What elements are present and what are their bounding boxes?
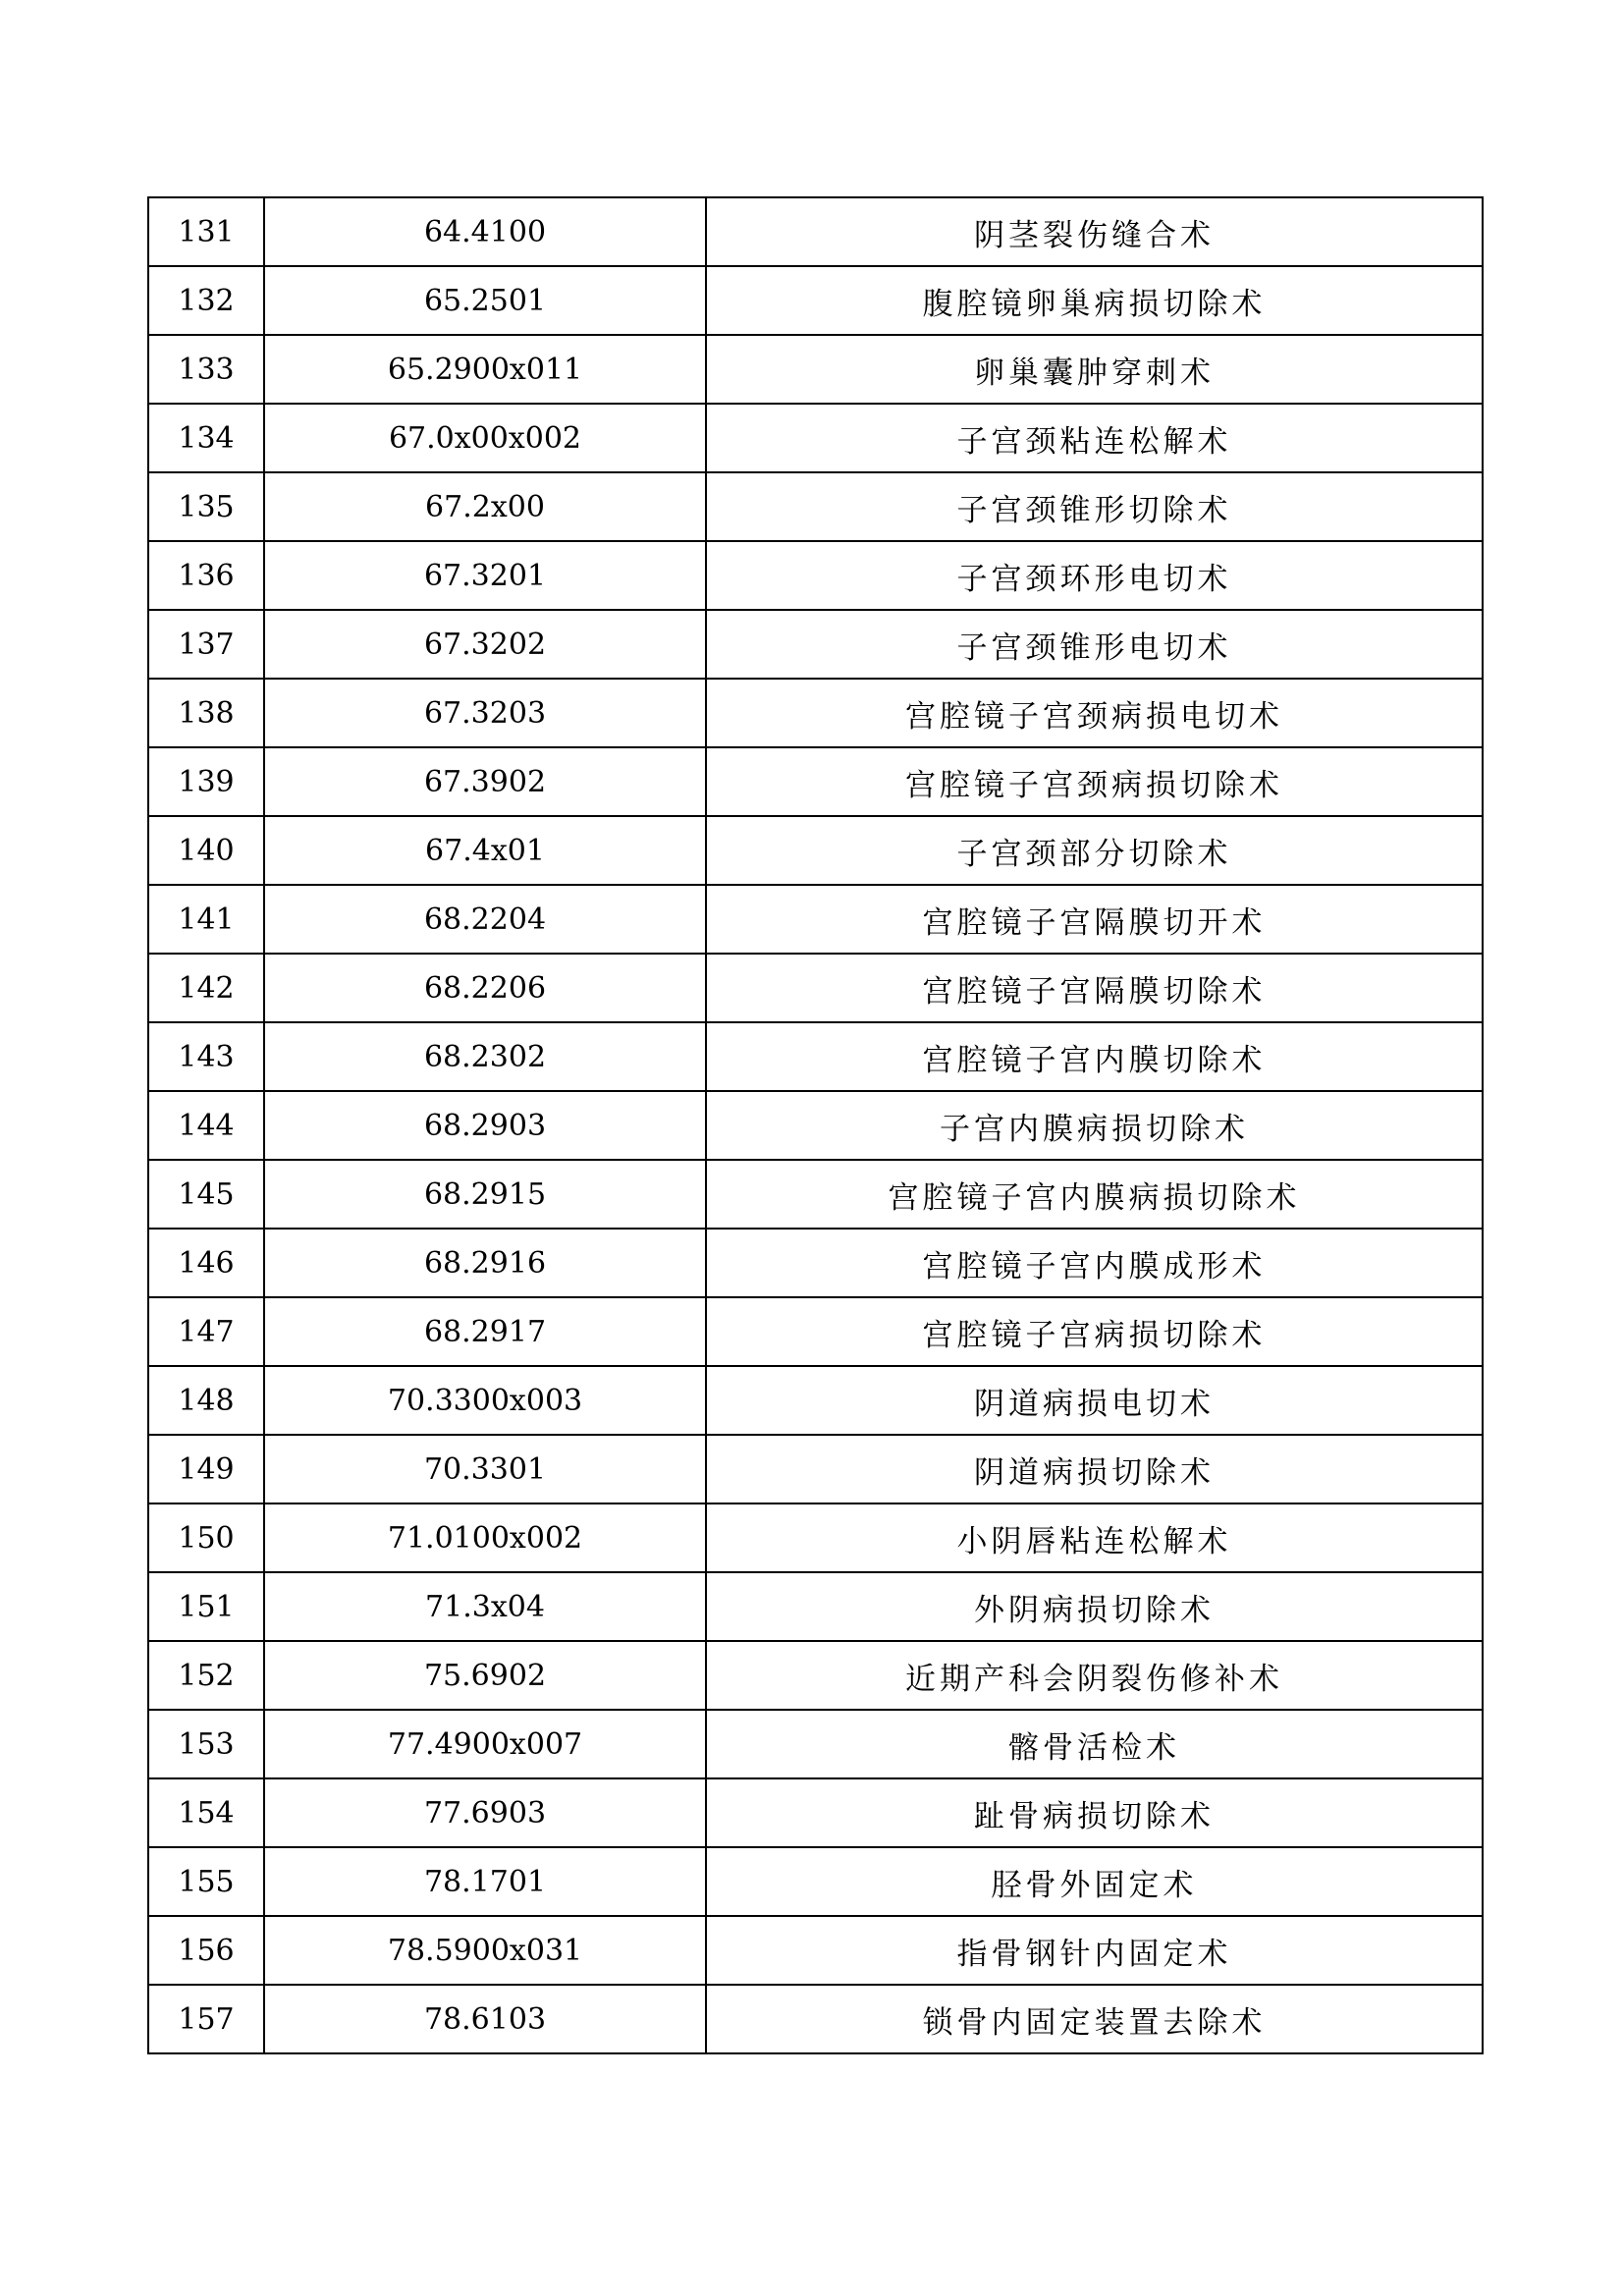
procedure-name-cell: 锁骨内固定装置去除术 — [706, 1985, 1483, 2053]
procedure-name-cell: 腹腔镜卵巢病损切除术 — [706, 266, 1483, 335]
row-number-cell: 153 — [148, 1710, 264, 1778]
procedure-code-cell: 68.2302 — [264, 1022, 706, 1091]
row-number-cell: 134 — [148, 404, 264, 472]
procedure-name-cell: 子宫颈部分切除术 — [706, 816, 1483, 885]
procedure-code-cell: 67.4x01 — [264, 816, 706, 885]
table-row — [148, 1916, 1483, 1985]
procedure-name-cell: 子宫内膜病损切除术 — [706, 1091, 1483, 1160]
procedure-name-cell: 胫骨外固定术 — [706, 1847, 1483, 1916]
procedure-name-cell: 宫腔镜子宫隔膜切开术 — [706, 885, 1483, 954]
procedure-name-cell: 髂骨活检术 — [706, 1710, 1483, 1778]
table-row — [148, 885, 1483, 954]
table-row — [148, 404, 1483, 472]
table-row — [148, 1229, 1483, 1297]
table-row — [148, 679, 1483, 747]
row-number-cell: 147 — [148, 1297, 264, 1366]
procedure-code-cell: 67.3203 — [264, 679, 706, 747]
row-number-cell: 155 — [148, 1847, 264, 1916]
table-row — [148, 335, 1483, 404]
procedure-name-cell: 宫腔镜子宫隔膜切除术 — [706, 954, 1483, 1022]
table-row — [148, 1022, 1483, 1091]
row-number-cell: 133 — [148, 335, 264, 404]
table-body — [148, 197, 1483, 2053]
procedure-name-cell: 宫腔镜子宫病损切除术 — [706, 1297, 1483, 1366]
table-row — [148, 197, 1483, 266]
procedure-name-cell: 外阴病损切除术 — [706, 1572, 1483, 1641]
procedure-name-cell: 子宫颈锥形电切术 — [706, 610, 1483, 679]
table-row — [148, 1160, 1483, 1229]
row-number-cell: 137 — [148, 610, 264, 679]
procedure-name-cell: 卵巢囊肿穿刺术 — [706, 335, 1483, 404]
table-row — [148, 1503, 1483, 1572]
procedure-code-cell: 68.2204 — [264, 885, 706, 954]
procedure-name-cell: 子宫颈环形电切术 — [706, 541, 1483, 610]
row-number-cell: 156 — [148, 1916, 264, 1985]
table-row — [148, 610, 1483, 679]
table-row — [148, 1572, 1483, 1641]
table-row — [148, 1091, 1483, 1160]
row-number-cell: 140 — [148, 816, 264, 885]
procedure-code-cell: 68.2916 — [264, 1229, 706, 1297]
procedure-code-cell: 71.3x04 — [264, 1572, 706, 1641]
row-number-cell: 151 — [148, 1572, 264, 1641]
table-row — [148, 1778, 1483, 1847]
procedure-code-table — [147, 196, 1484, 2054]
row-number-cell: 136 — [148, 541, 264, 610]
row-number-cell: 131 — [148, 197, 264, 266]
table-row — [148, 747, 1483, 816]
procedure-name-cell: 趾骨病损切除术 — [706, 1778, 1483, 1847]
procedure-code-cell: 68.2206 — [264, 954, 706, 1022]
row-number-cell: 150 — [148, 1503, 264, 1572]
procedure-code-cell: 68.2903 — [264, 1091, 706, 1160]
procedure-code-cell: 67.3201 — [264, 541, 706, 610]
table-row — [148, 1710, 1483, 1778]
row-number-cell: 148 — [148, 1366, 264, 1435]
row-number-cell: 143 — [148, 1022, 264, 1091]
procedure-name-cell: 宫腔镜子宫颈病损电切术 — [706, 679, 1483, 747]
procedure-name-cell: 阴道病损电切术 — [706, 1366, 1483, 1435]
row-number-cell: 146 — [148, 1229, 264, 1297]
procedure-name-cell: 指骨钢针内固定术 — [706, 1916, 1483, 1985]
procedure-name-cell: 近期产科会阴裂伤修补术 — [706, 1641, 1483, 1710]
procedure-code-cell: 78.1701 — [264, 1847, 706, 1916]
procedure-code-cell: 77.6903 — [264, 1778, 706, 1847]
procedure-code-cell: 77.4900x007 — [264, 1710, 706, 1778]
procedure-code-cell: 65.2501 — [264, 266, 706, 335]
procedure-code-cell: 64.4100 — [264, 197, 706, 266]
row-number-cell: 141 — [148, 885, 264, 954]
procedure-code-cell: 65.2900x011 — [264, 335, 706, 404]
table-row — [148, 1435, 1483, 1503]
table-row — [148, 541, 1483, 610]
procedure-name-cell: 宫腔镜子宫颈病损切除术 — [706, 747, 1483, 816]
row-number-cell: 145 — [148, 1160, 264, 1229]
row-number-cell: 132 — [148, 266, 264, 335]
procedure-code-cell: 78.6103 — [264, 1985, 706, 2053]
procedure-code-cell: 68.2917 — [264, 1297, 706, 1366]
procedure-name-cell: 宫腔镜子宫内膜病损切除术 — [706, 1160, 1483, 1229]
procedure-name-cell: 子宫颈粘连松解术 — [706, 404, 1483, 472]
table-row — [148, 816, 1483, 885]
table-row — [148, 266, 1483, 335]
table-row — [148, 954, 1483, 1022]
row-number-cell: 138 — [148, 679, 264, 747]
row-number-cell: 154 — [148, 1778, 264, 1847]
procedure-code-cell: 75.6902 — [264, 1641, 706, 1710]
row-number-cell: 144 — [148, 1091, 264, 1160]
procedure-name-cell: 小阴唇粘连松解术 — [706, 1503, 1483, 1572]
row-number-cell: 139 — [148, 747, 264, 816]
procedure-code-cell: 70.3301 — [264, 1435, 706, 1503]
table-row — [148, 1366, 1483, 1435]
row-number-cell: 149 — [148, 1435, 264, 1503]
row-number-cell: 152 — [148, 1641, 264, 1710]
procedure-name-cell: 宫腔镜子宫内膜成形术 — [706, 1229, 1483, 1297]
procedure-code-cell: 67.3202 — [264, 610, 706, 679]
procedure-code-cell: 67.3902 — [264, 747, 706, 816]
procedure-name-cell: 阴茎裂伤缝合术 — [706, 197, 1483, 266]
table-row — [148, 1297, 1483, 1366]
row-number-cell: 135 — [148, 472, 264, 541]
procedure-code-cell: 71.0100x002 — [264, 1503, 706, 1572]
procedure-name-cell: 阴道病损切除术 — [706, 1435, 1483, 1503]
table-row — [148, 472, 1483, 541]
procedure-name-cell: 子宫颈锥形切除术 — [706, 472, 1483, 541]
row-number-cell: 157 — [148, 1985, 264, 2053]
procedure-name-cell: 宫腔镜子宫内膜切除术 — [706, 1022, 1483, 1091]
row-number-cell: 142 — [148, 954, 264, 1022]
procedure-code-cell: 70.3300x003 — [264, 1366, 706, 1435]
table-row — [148, 1847, 1483, 1916]
procedure-code-cell: 67.2x00 — [264, 472, 706, 541]
procedure-code-cell: 67.0x00x002 — [264, 404, 706, 472]
table-row — [148, 1985, 1483, 2053]
procedure-code-cell: 78.5900x031 — [264, 1916, 706, 1985]
table-row — [148, 1641, 1483, 1710]
procedure-code-cell: 68.2915 — [264, 1160, 706, 1229]
